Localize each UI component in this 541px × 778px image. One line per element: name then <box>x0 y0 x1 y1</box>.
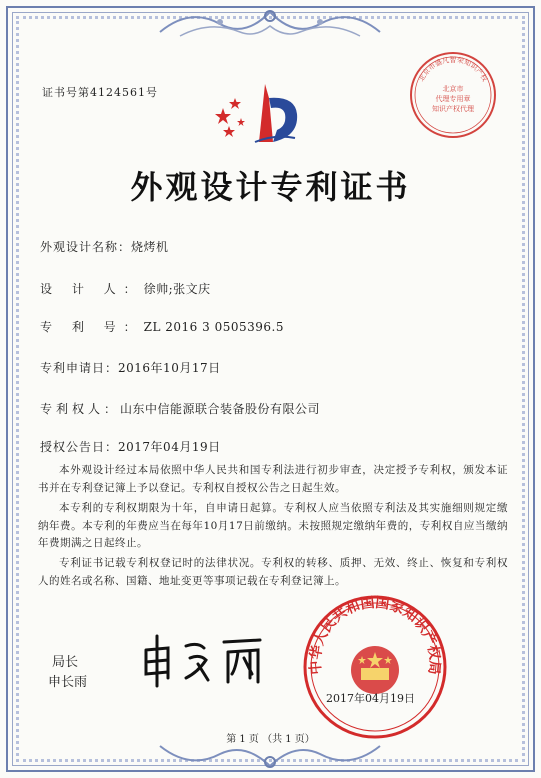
official-seal <box>300 592 450 742</box>
body-paragraph-1: 本外观设计经过本局依照中华人民共和国专利法进行初步审查，决定授予专利权，颁发本证书并在专利登记簿上予以登记。专利权自授权公告之日起生效。 <box>38 464 508 494</box>
certificate-title: 外观设计专利证书 <box>130 168 411 206</box>
agency-stamp-lines <box>424 84 482 114</box>
seal-date: 2017年04月19日 <box>326 692 415 705</box>
grant-date-row <box>40 438 221 455</box>
director-name: 申长雨 <box>48 675 88 690</box>
patent-number-label: 专 利 号： <box>40 320 144 334</box>
patentee-label: 专利权人： <box>40 402 121 416</box>
agency-stamp-line2: 代理专用章 <box>435 95 471 103</box>
grant-date-value: 2017年04月19日 <box>118 440 221 454</box>
bottom-ornament <box>150 740 390 774</box>
page-number: 第 1 页 （共 1 页） <box>226 734 315 745</box>
patent-number-value: ZL 2016 3 0505396.5 <box>143 320 284 334</box>
patent-number-row <box>40 318 284 335</box>
agency-stamp-ring-text: 北京市盛凡智荣知识产权 <box>417 56 489 83</box>
design-name-value: 烧烤机 <box>131 240 169 254</box>
filing-date-label: 专利申请日： <box>40 361 119 375</box>
agency-stamp-line3: 知识产权代理 <box>432 105 474 113</box>
patentee-row <box>40 400 320 417</box>
filing-date-value: 2016年10月17日 <box>118 361 221 375</box>
grant-date-label: 授权公告日： <box>40 440 119 454</box>
design-name-label: 外观设计名称： <box>40 240 132 254</box>
designer-row <box>40 280 211 297</box>
svg-text:北京市盛凡智荣知识产权 <box>416 55 489 83</box>
cnipa-logo <box>215 78 325 146</box>
national-emblem-icon <box>351 646 399 694</box>
designer-value: 徐帅;张文庆 <box>143 282 211 296</box>
design-name-row <box>40 238 169 255</box>
agency-stamp-line1: 北京市 <box>442 85 464 93</box>
designer-label: 设 计 人： <box>40 282 144 296</box>
director-title: 局长 <box>52 655 79 670</box>
patentee-value: 山东中信能源联合装备股份有限公司 <box>120 402 321 416</box>
filing-date-row <box>40 359 221 376</box>
top-ornament <box>150 2 390 42</box>
body-paragraph-3: 专利证书记载专利权登记时的法律状况。专利权的转移、质押、无效、终止、恢复和专利权人的姓名或名称、国籍、地址变更等事项记载在专利登记簿上。 <box>38 557 508 587</box>
body-paragraph-2: 本专利的专利权期限为十年，自申请日起算。专利权人应当依照专利法及其实施细则规定缴纳年费。本专利的年费应当在每年10月17日前缴纳。未按照规定缴纳年费的，专利权自应当缴纳年费期满之日起终止。 <box>38 502 508 549</box>
official-seal-ring-text: 中华人民共和国国家知识产权局 <box>307 594 443 676</box>
certificate-number: 证书号第4124561号 <box>42 86 158 99</box>
director-signature <box>138 628 268 688</box>
